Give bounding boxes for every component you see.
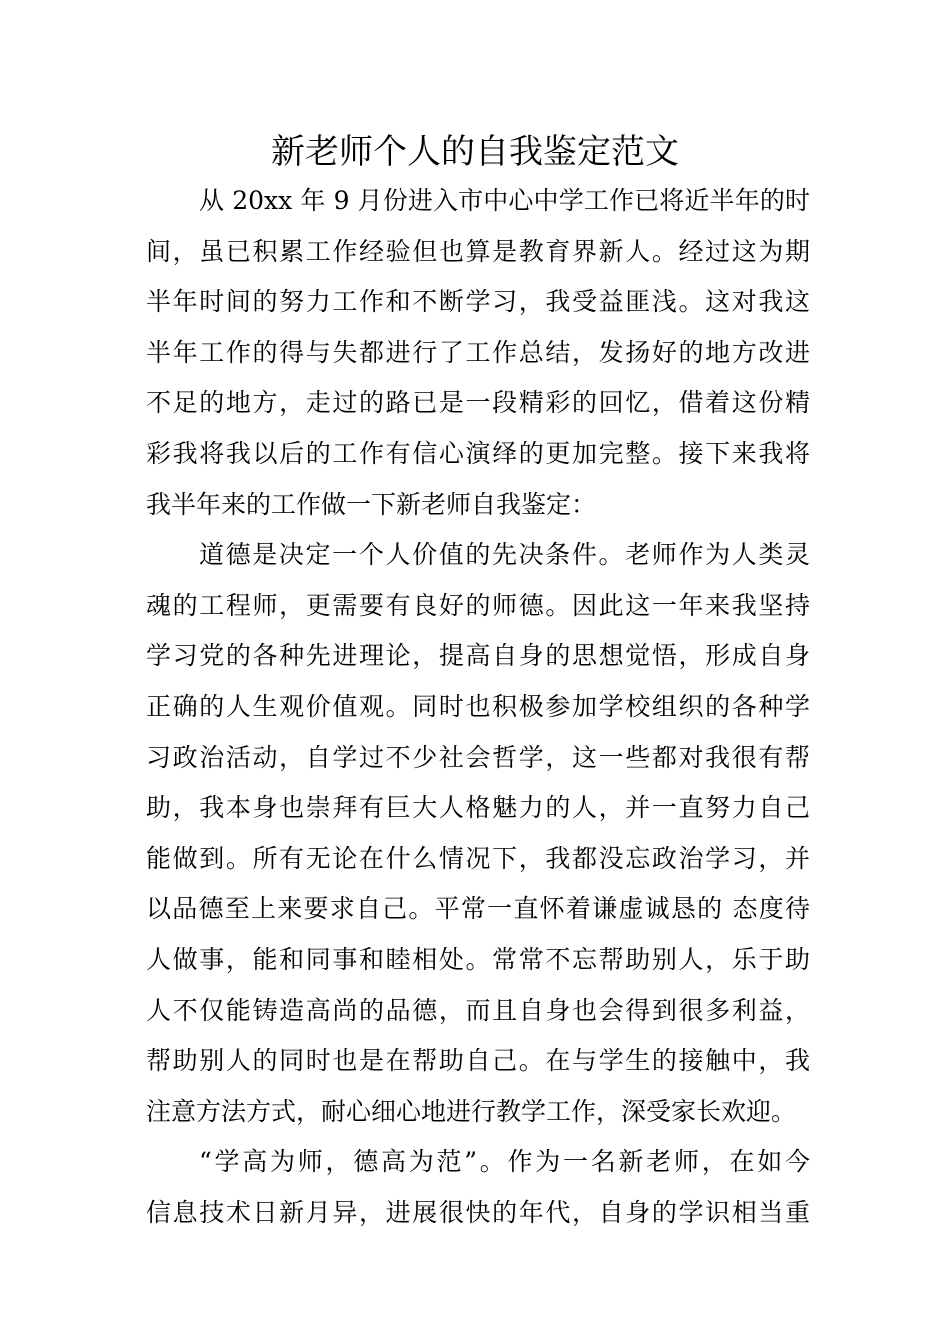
- paragraph-2-line: 助，我本身也崇拜有巨大人格魅力的人，并一直努力自己: [146, 793, 810, 823]
- paragraph-1-line: 不足的地方，走过的路已是一段精彩的回忆，借着这份精: [146, 388, 810, 418]
- paragraph-2-line: 帮助别人的同时也是在帮助自己。在与学生的接触中，我: [146, 1046, 810, 1076]
- document-body: [146, 176, 810, 1238]
- paragraph-3-line: “学高为师，德高为范”。作为一名新老师，在如今: [199, 1147, 810, 1177]
- paragraph-2-line: 正确的人生观价值观。同时也积极参加学校组织的各种学: [146, 691, 810, 721]
- paragraph-2-line: 人做事，能和同事和睦相处。常常不忘帮助别人，乐于助: [146, 944, 810, 974]
- paragraph-2-line: 能做到。所有无论在什么情况下，我都没忘政治学习，并: [146, 843, 810, 873]
- paragraph-2-line: 魂的工程师，更需要有良好的师德。因此这一年来我坚持: [146, 590, 810, 620]
- document-title: 新老师个人的自我鉴定范文: [271, 132, 679, 172]
- paragraph-1-line: 间，虽已积累工作经验但也算是教育界新人。经过这为期: [146, 236, 810, 266]
- paragraph-1-line: 半年时间的努力工作和不断学习，我受益匪浅。这对我这: [146, 287, 810, 317]
- paragraph-1-line: 从 20xx 年 9 月份进入市中心中学工作已将近半年的时: [199, 186, 810, 215]
- paragraph-2-line: 注意方法方式，耐心细心地进行教学工作，深受家长欢迎。: [146, 1096, 797, 1126]
- paragraph-2-line: 以品德至上来要求自己。平常一直怀着谦虚诚恳的 态度待: [146, 894, 810, 924]
- paragraph-2-line: 学习党的各种先进理论，提高自身的思想觉悟，形成自身: [146, 641, 810, 671]
- paragraph-1-line: 彩我将我以后的工作有信心演绎的更加完整。接下来我将: [146, 438, 810, 468]
- paragraph-2-line: 习政治活动，自学过不少社会哲学，这一些都对我很有帮: [146, 742, 810, 772]
- paragraph-2-line: 道德是决定一个人价值的先决条件。老师作为人类灵: [199, 540, 810, 570]
- paragraph-3-line: 信息技术日新月异，进展很快的年代，自身的学识相当重: [146, 1197, 810, 1227]
- paragraph-2-line: 人不仅能铸造高尚的品德，而且自身也会得到很多利益，: [146, 995, 810, 1025]
- paragraph-1-line: 半年工作的得与失都进行了工作总结，发扬好的地方改进: [146, 337, 810, 367]
- paragraph-1-line: 我半年来的工作做一下新老师自我鉴定：: [146, 489, 597, 519]
